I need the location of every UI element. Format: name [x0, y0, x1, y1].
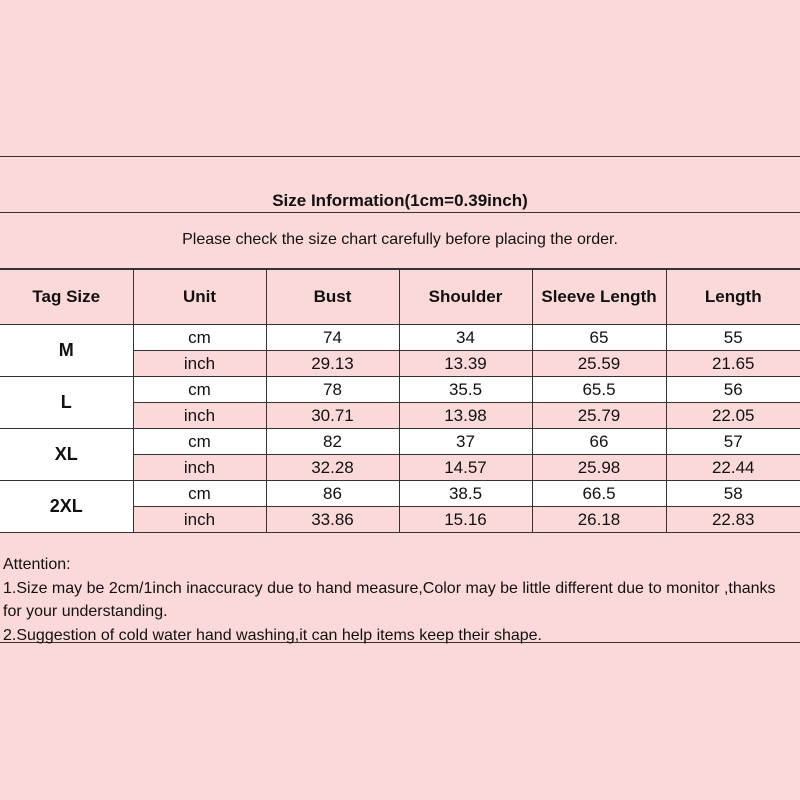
bust-cell: 82	[266, 429, 399, 455]
table-row	[0, 325, 800, 351]
unit-cell: inch	[133, 403, 266, 429]
sleeve-length-cell: 66	[532, 429, 666, 455]
bust-cell: 33.86	[266, 507, 399, 533]
length-cell: 56	[666, 377, 800, 403]
unit-cell: cm	[133, 325, 266, 351]
header-bust: Bust	[266, 270, 399, 325]
sleeve-length-cell: 25.59	[532, 351, 666, 377]
table-row	[0, 429, 800, 455]
shoulder-cell: 13.98	[399, 403, 532, 429]
bust-cell: 86	[266, 481, 399, 507]
unit-cell: cm	[133, 429, 266, 455]
title-row	[0, 157, 800, 213]
bust-cell: 29.13	[266, 351, 399, 377]
shoulder-cell: 14.57	[399, 455, 532, 481]
sleeve-length-cell: 66.5	[532, 481, 666, 507]
bust-cell: 32.28	[266, 455, 399, 481]
unit-cell: cm	[133, 377, 266, 403]
bust-cell: 74	[266, 325, 399, 351]
unit-cell: cm	[133, 481, 266, 507]
shoulder-cell: 37	[399, 429, 532, 455]
header-length: Length	[666, 270, 800, 325]
length-cell: 22.44	[666, 455, 800, 481]
attention-note: 2.Suggestion of cold water hand washing,it can help items keep their shape.	[3, 626, 542, 644]
tag-size-cell: 2XL	[0, 481, 133, 533]
size-chart-sheet	[0, 156, 800, 643]
sleeve-length-cell: 65	[532, 325, 666, 351]
sleeve-length-cell: 25.79	[532, 403, 666, 429]
header-sleeve-length: Sleeve Length	[532, 270, 666, 325]
sleeve-length-cell: 65.5	[532, 377, 666, 403]
length-cell: 22.83	[666, 507, 800, 533]
shoulder-cell: 34	[399, 325, 532, 351]
length-cell: 21.65	[666, 351, 800, 377]
attention-notes	[3, 553, 798, 647]
attention-heading: Attention:	[3, 556, 71, 573]
unit-cell: inch	[133, 507, 266, 533]
length-cell: 57	[666, 429, 800, 455]
header-shoulder: Shoulder	[399, 270, 532, 325]
table-row	[0, 377, 800, 403]
length-cell: 55	[666, 325, 800, 351]
size-table	[0, 269, 800, 533]
order-notice: Please check the size chart carefully before placing the order.	[182, 231, 618, 248]
header-row	[0, 270, 800, 325]
tag-size-cell: L	[0, 377, 133, 429]
header-unit: Unit	[133, 270, 266, 325]
tag-size-cell: M	[0, 325, 133, 377]
shoulder-cell: 15.16	[399, 507, 532, 533]
unit-cell: inch	[133, 351, 266, 377]
length-cell: 22.05	[666, 403, 800, 429]
length-cell: 58	[666, 481, 800, 507]
unit-cell: inch	[133, 455, 266, 481]
sleeve-length-cell: 25.98	[532, 455, 666, 481]
bust-cell: 30.71	[266, 403, 399, 429]
sleeve-length-cell: 26.18	[532, 507, 666, 533]
header-tag-size: Tag Size	[0, 270, 133, 325]
shoulder-cell: 38.5	[399, 481, 532, 507]
shoulder-cell: 13.39	[399, 351, 532, 377]
table-row	[0, 481, 800, 507]
shoulder-cell: 35.5	[399, 377, 532, 403]
attention-note: 1.Size may be 2cm/1inch inaccuracy due to hand measure,Color may be little different due to monitor ,thanks for your understanding.	[3, 579, 776, 620]
tag-size-cell: XL	[0, 429, 133, 481]
bust-cell: 78	[266, 377, 399, 403]
chart-title: Size Information(1cm=0.39inch)	[272, 191, 528, 210]
notice-row	[0, 213, 800, 269]
